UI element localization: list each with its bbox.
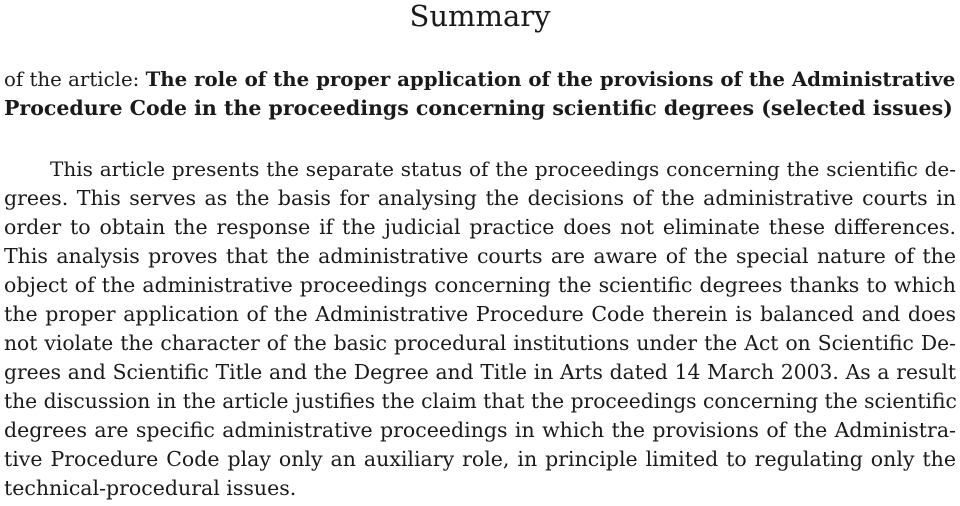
body-line: This article presents the separate status of the proceedings concerning the scientific de- [50,157,956,181]
article-reference [4,65,956,123]
body-line: not violate the character of the basic procedural institutions under the Act on Scientific De- [4,331,956,355]
article-title-part-2: Procedure Code in the proceedings concerning scientific degrees (selected issues) [4,96,953,120]
body-line: object of the administrative proceedings concerning the scientific degrees thanks to which [4,273,956,297]
page-title: Summary [409,0,551,33]
body-line: technical-procedural issues. [4,476,297,500]
body-line: This analysis proves that the administrative courts are aware of the special nature of the [4,244,956,268]
body-line: degrees are specific administrative proceedings in which the provisions of the Administra- [4,418,956,442]
body-line: grees. This serves as the basis for analysing the decisions of the administrative courts in [4,186,956,210]
body-line: grees and Scientific Title and the Degree and Title in Arts dated 14 March 2003. As a result [4,360,956,384]
document-page [4,0,956,506]
body-line: tive Procedure Code play only an auxiliary role, in principle limited to regulating only the [4,447,956,471]
article-title-part-1: The role of the proper application of the provisions of the Administrative [145,67,956,91]
article-lead: of the article: [4,68,146,91]
body-line: the discussion in the article justifies the claim that the proceedings concerning the scientific [4,389,957,413]
article-reference-line-1 [4,65,956,94]
body-line: order to obtain the response if the judicial practice does not eliminate these differences. [4,215,956,239]
body-line: the proper application of the Administrative Procedure Code therein is balanced and does [4,302,956,326]
article-reference-line-2 [4,94,956,123]
